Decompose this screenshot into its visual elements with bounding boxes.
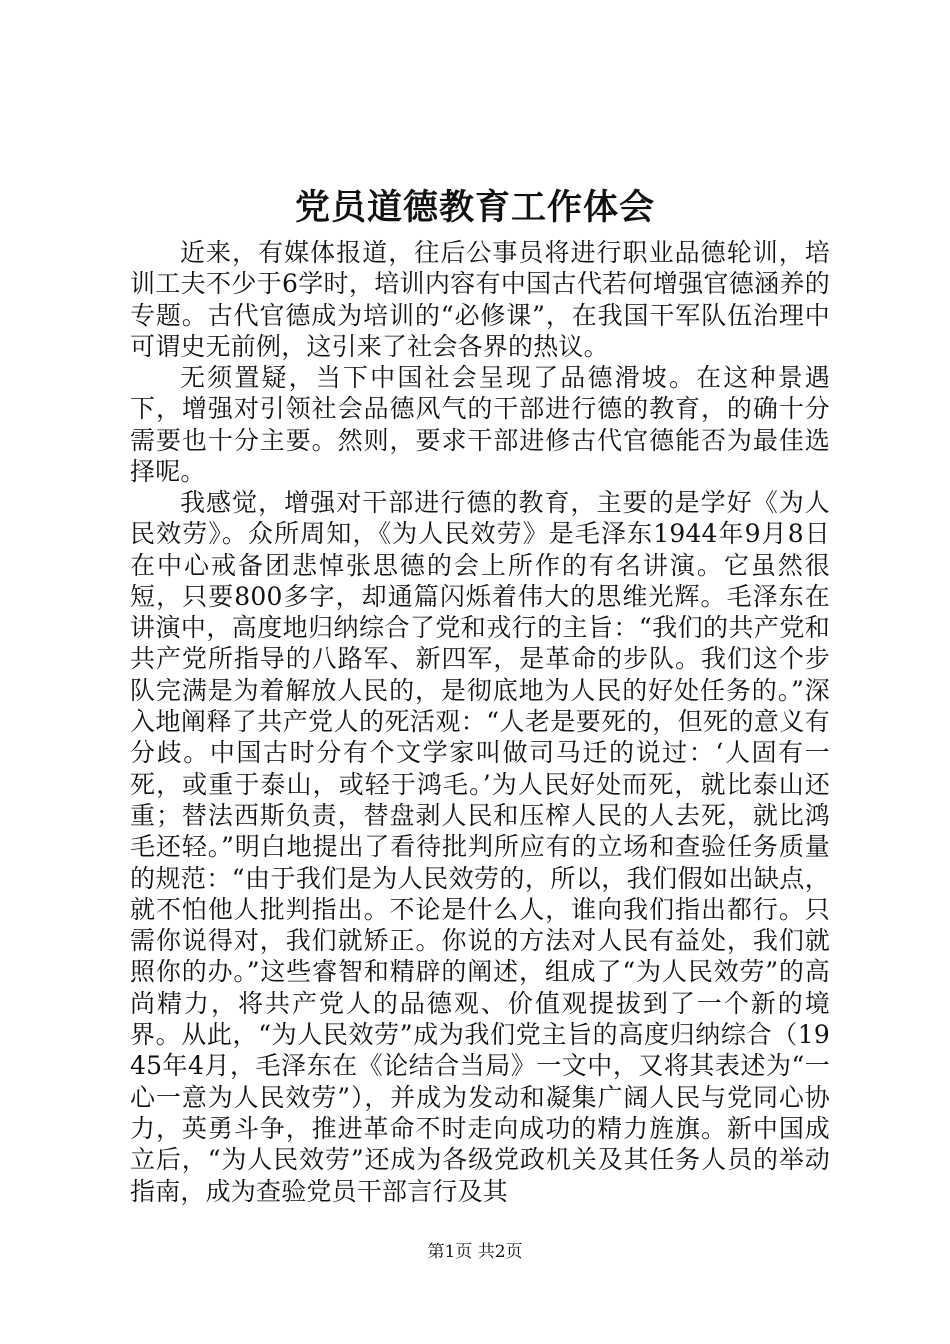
paragraph-2: 无须置疑，当下中国社会呈现了品德滑坡。在这种景遇下，增强对引领社会品德风气的干部进行德的教育，的确十分需要也十分主要。然则，要求干部进修古代官德能否为最佳选择呢。	[130, 363, 830, 486]
paragraph-3: 我感觉，增强对干部进行德的教育，主要的是学好《为人民效劳》。众所周知，《为人民效劳》是毛泽东1944年9月8日在中心戒备团悲悼张思德的会上所作的有名讲演。它虽然很短，只要800多字，却通篇闪烁着伟大的思维光辉。毛泽东在讲演中，高度地归纳综合了党和戎行的主旨：“我们的共产党和共产党所指导的八路军、新四军，是革命的步队。我们这个步队完满是为着解放人民的，是彻底地为人民的好处任务的。”深入地阐释了共产党人的死活观：“人老是要死的，但死的意义有分歧。中国古时分有个文学家叫做司马迁的说过：‘人固有一死，或重于泰山，或轻于鸿毛。’为人民好处而死，就比泰山还重；替法西斯负责，替盘剥人民和压榨人民的人去死，就比鸿毛还轻。”明白地提出了看待批判所应有的立场和查验任务质量的规范：“由于我们是为人民效劳的，所以，我们假如出缺点，就不怕他人批判指出。不论是什么人，谁向我们指出都行。只需你说得对，我们就矫正。你说的方法对人民有益处，我们就照你的办。”这些睿智和精辟的阐述，组成了“为人民效劳”的高尚精力，将共产党人的品德观、价值观提拔到了一个新的境界。从此，“为人民效劳”成为我们党主旨的高度归纳综合（1945年4月，毛泽东在《论结合当局》一文中，又将其表述为“一心一意为人民效劳”），并成为发动和凝集广阔人民与党同心协力，英勇斗争，推进革命不时走向成功的精力旌旗。新中国成立后，“为人民效劳”还成为各级党政机关及其任务人员的举动指南，成为查验党员干部言行及其	[130, 488, 830, 1206]
paragraph-1: 近来，有媒体报道，往后公事员将进行职业品德轮训，培训工夫不少于6学时，培训内容有中国古代若何增强官德涵养的专题。古代官德成为培训的“必修课”，在我国干军队伍治理中可谓史无前例，这引来了社会各界的热议。	[130, 238, 830, 361]
page-footer: 第1页 共2页	[427, 1242, 523, 1262]
document-title: 党员道德教育工作体会	[294, 188, 655, 228]
